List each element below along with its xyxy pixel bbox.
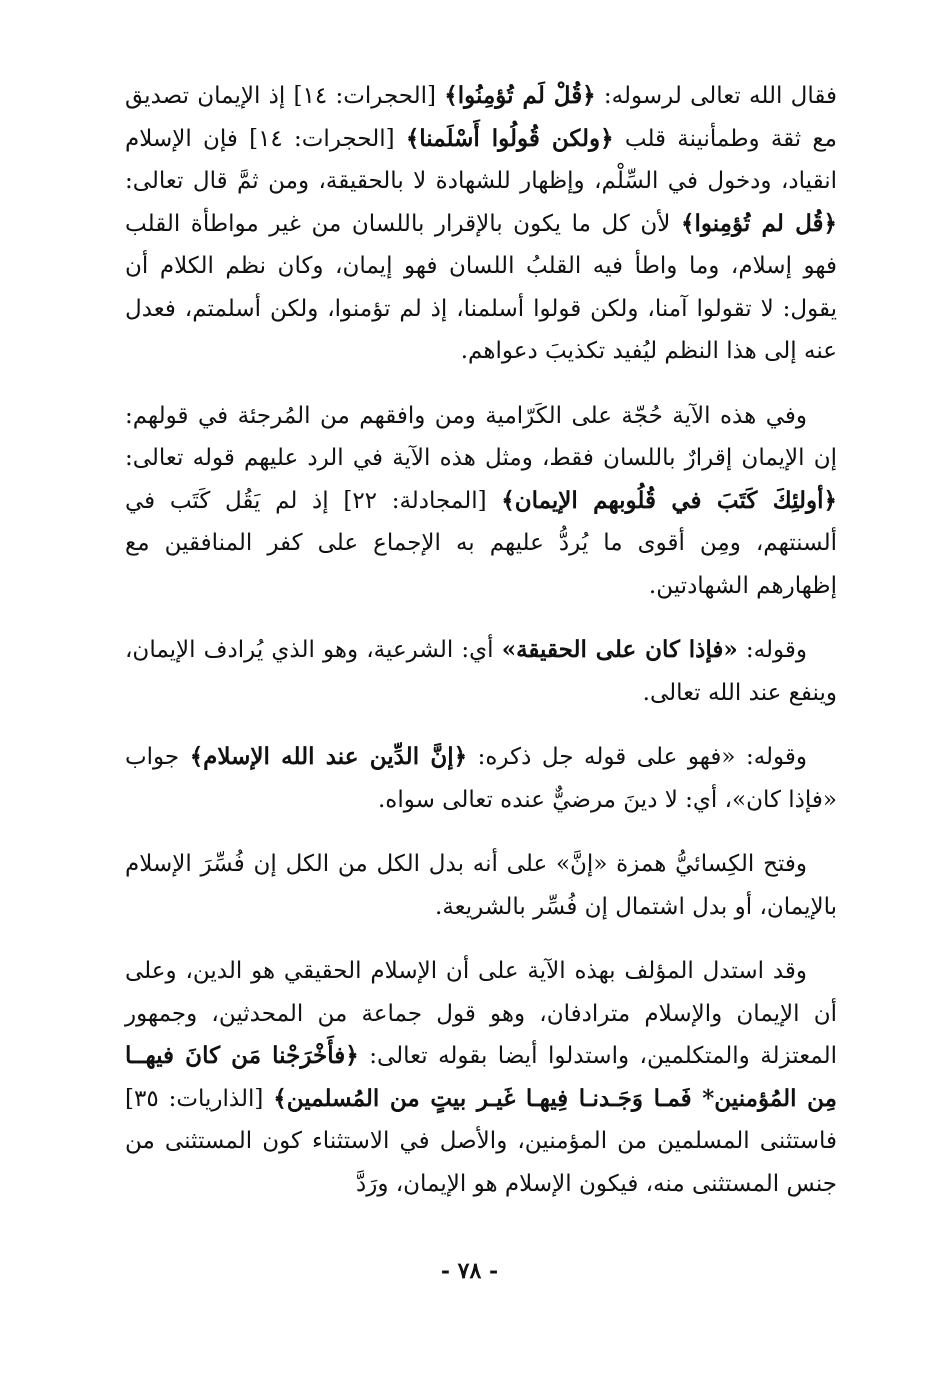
paragraph-2: [125, 395, 837, 608]
paragraph-4: [125, 736, 837, 821]
page-number: - ٧٨ -: [440, 1258, 499, 1284]
text-segment: [الحجرات: ١٤] إذ الإيمان تصديق مع ثقة وطمأنينة قلب: [125, 83, 837, 152]
paragraph-3: [125, 629, 837, 714]
text-segment: وقوله: «فهو على قوله جل ذكره:: [467, 744, 808, 770]
quran-quote: ﴿قُل لم تُؤمِنوا﴾: [680, 209, 837, 237]
text-segment: وقد استدل المؤلف بهذه الآية على أن الإسلام الحقيقي هو الدين، وعلى أن الإيمان والإسلام مترادفان، وهو قول جماعة من المحدثين، وجمهور المعتزلة والمتكلمين، واستدلوا أيضا بقوله تعالى:: [125, 958, 837, 1069]
quran-quote: «فإذا كان على الحقيقة»: [501, 636, 738, 663]
document-body: [125, 75, 837, 1227]
text-segment: جواب «فإذا كان»، أي: لا دينَ مرضيٌّ عنده تعالى سواه.: [125, 744, 837, 813]
paragraph-6: [125, 950, 837, 1205]
text-segment: أي: الشرعية، وهو الذي يُرادف الإيمان، وينفع عند الله تعالى.: [125, 637, 837, 706]
paragraph-5: [125, 843, 837, 928]
quran-quote: ﴿فأَخْرَجْنا مَن كانَ فيهــا مِن المُؤمنين* فَمـا وَجَـدنـا فِيهـا غَيـر بيتٍ من المُسلمين﴾: [125, 1042, 837, 1112]
text-segment: وفتح الكِسائيُّ همزة «إنَّ» على أنه بدل الكل من الكل إن فُسِّرَ الإسلام بالإيمان، أو بدل اشتمال إن فُسِّر بالشريعة.: [125, 851, 837, 920]
paragraph-1: [125, 75, 837, 373]
quran-quote: ﴿قُلْ لَم تُؤمِنُوا﴾: [444, 82, 596, 109]
quran-quote: ﴿إنَّ الدِّين عند الله الإسلام﴾: [189, 743, 468, 770]
text-segment: [المجادلة: ٢٢] إذ لم يَقُل كَتَب في ألسنتهم، ومِن أقوى ما يُردُّ عليهم به الإجماع على كفر المنافقين مع إظهارهم الشهادتين.: [125, 487, 837, 599]
quran-quote: ﴿أولئِكَ كَتَبَ في قُلُوبهم الإيمان﴾: [501, 486, 837, 514]
text-segment: لأن كل ما يكون بالإقرار باللسان من غير مواطأة القلب فهو إسلام، وما واطأ فيه القلبُ اللسان فهو إيمان، وكان نظم الكلام أن يقول: لا تقولوا آمنا، ولكن قولوا أسلمنا، إذ لم تؤمنوا، ولكن أسلمتم، فعدل عنه إلى هذا النظم ليُفيد تكذيبَ دعواهم.: [125, 210, 837, 364]
text-segment: فقال الله تعالى لرسوله:: [595, 83, 838, 109]
text-segment: [الحجرات: ١٤] فإن الإسلام انقياد، ودخول في السِّلْم، وإظهار للشهادة لا بالحقيقة، ومن ثمَّ قال تعالى:: [125, 125, 837, 194]
text-segment: وقوله:: [737, 637, 807, 663]
text-segment: [الذاريات: ٣٥] فاستثنى المسلمين من المؤمنين، والأصل في الاستثناء كون المستثنى من جنس المستثنى منه، فيكون الإسلام هو الإيمان، ورَدَّ: [125, 1085, 837, 1197]
quran-quote: ﴿ولكن قُولُوا أَسْلَمنا﴾: [405, 124, 614, 152]
text-segment: وفي هذه الآية حُجّة على الكَرّامية ومن وافقهم من المُرجئة في قولهم: إن الإيمان إقرارٌ باللسان فقط، ومثل هذه الآية في الرد عليهم قوله تعالى:: [125, 402, 837, 471]
